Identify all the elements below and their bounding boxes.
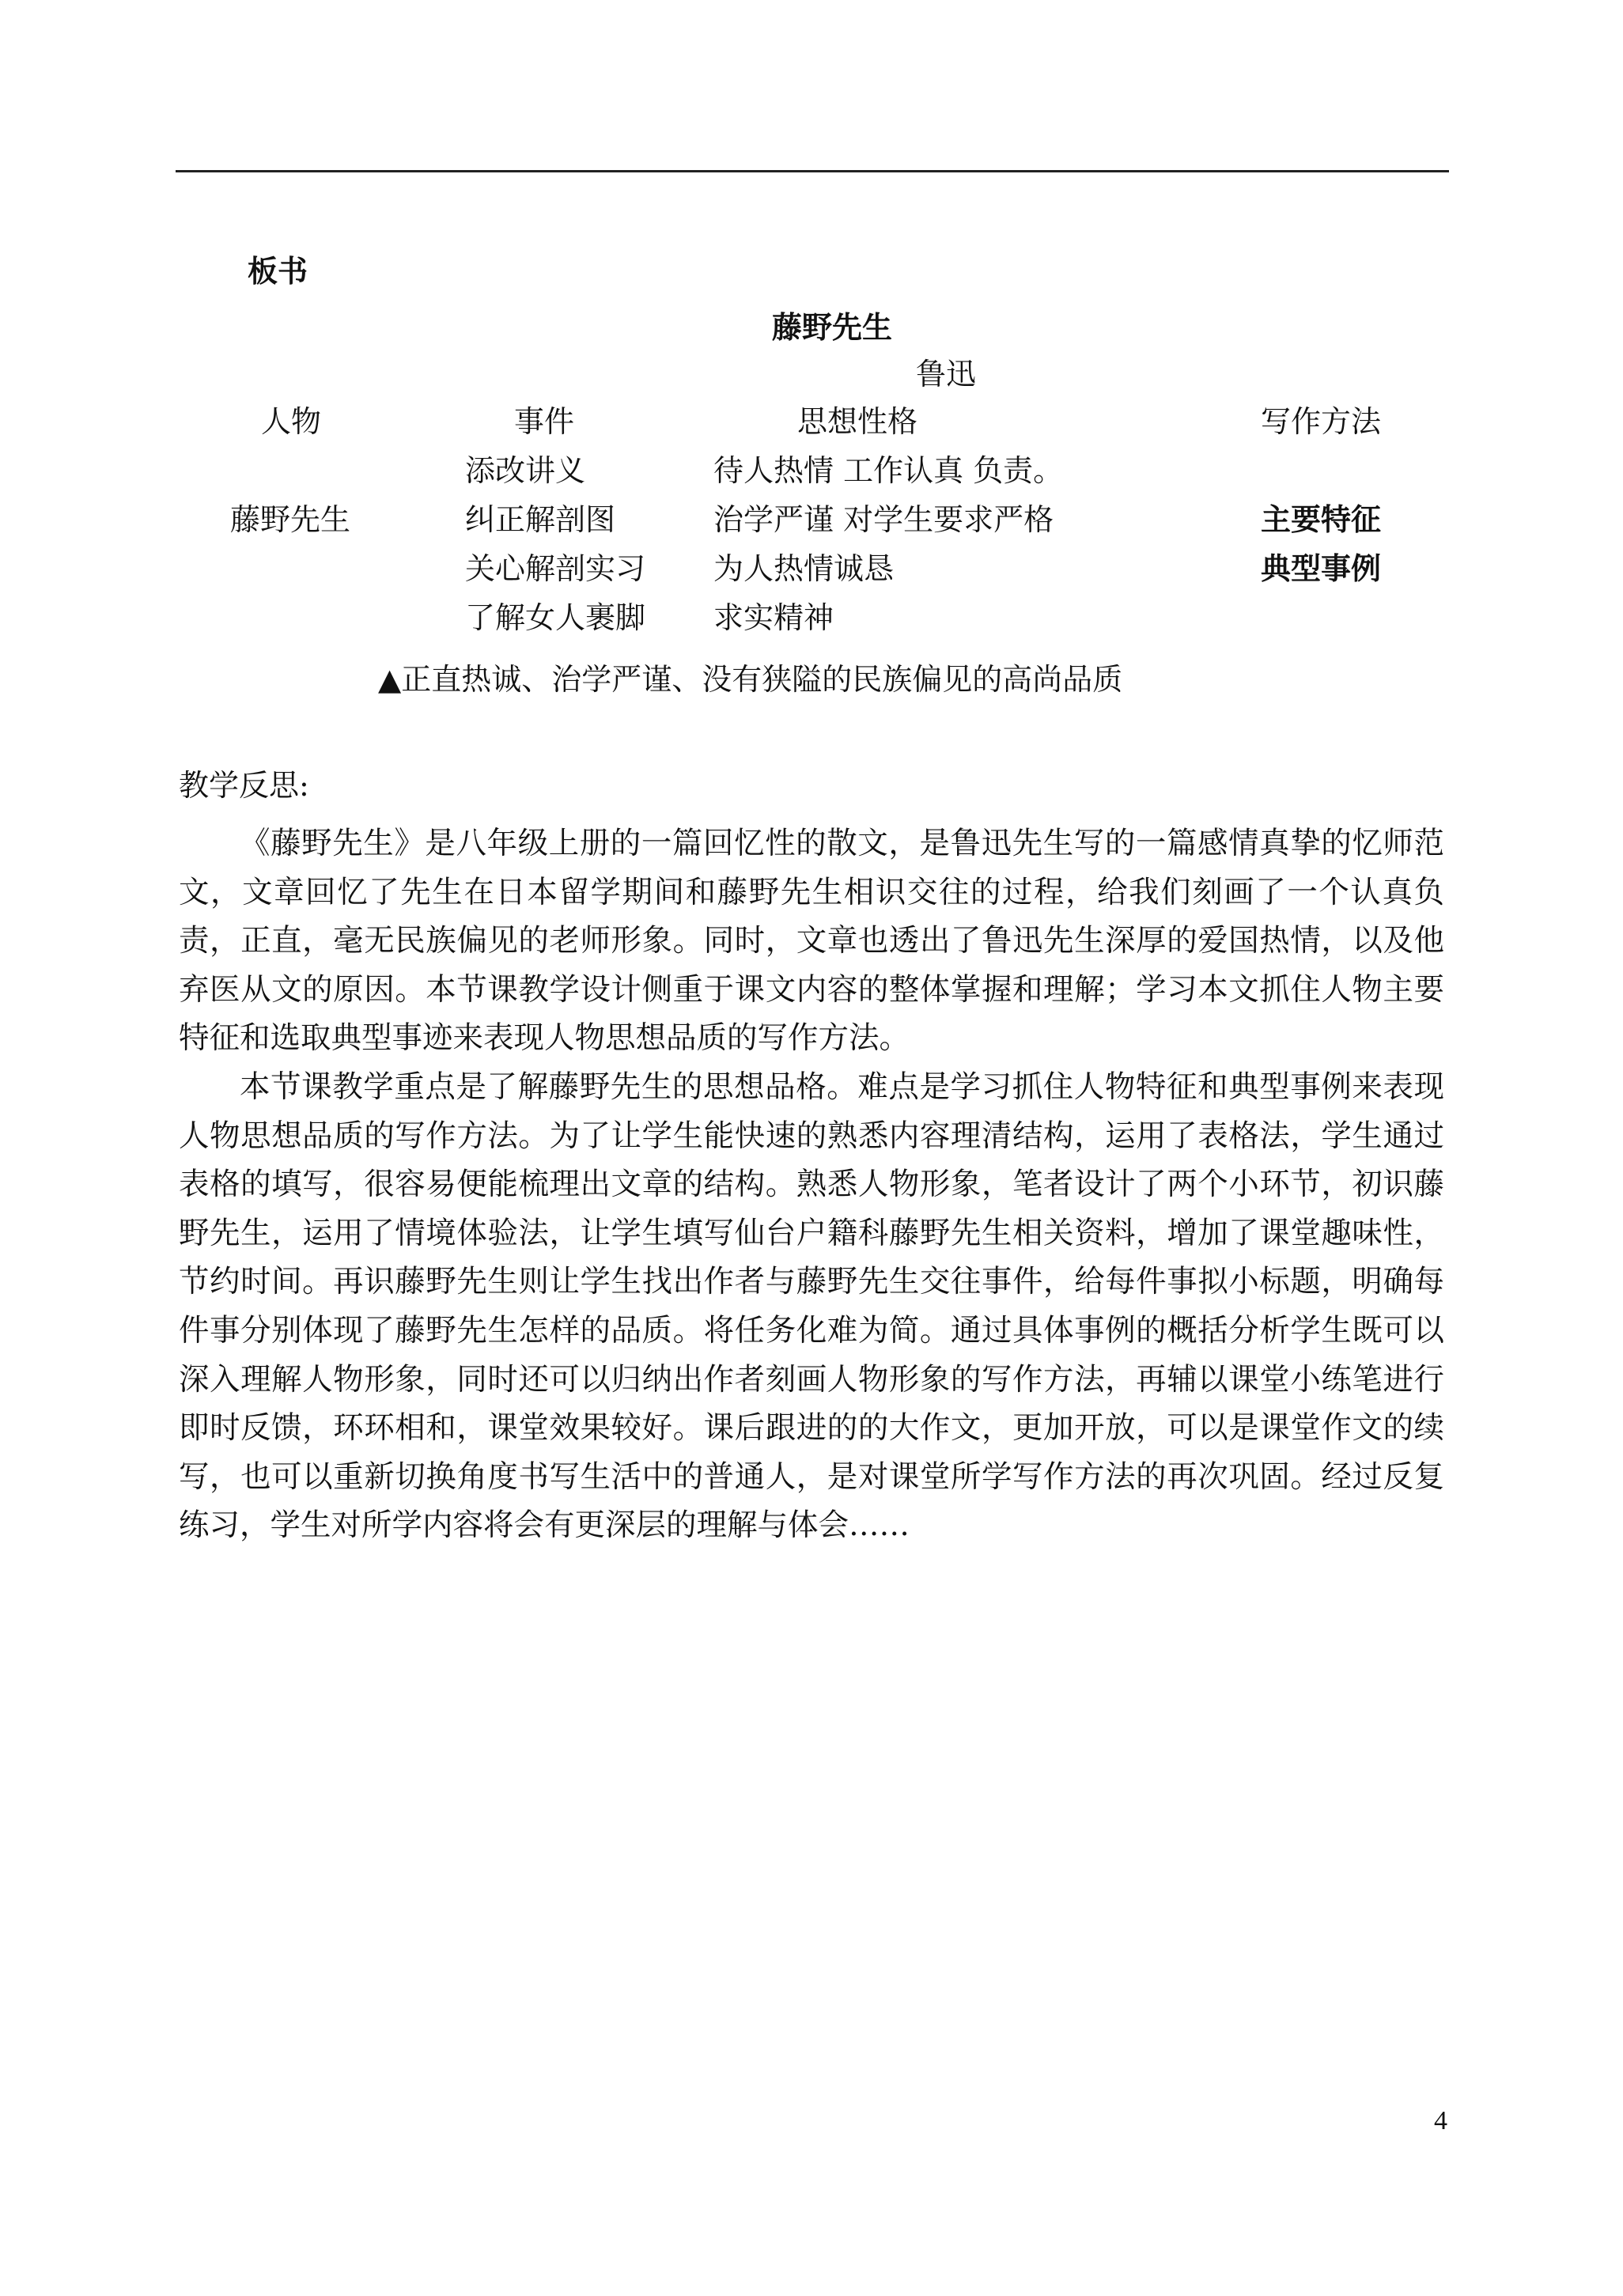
trait-cell: 为人热情诚恳 (713, 551, 895, 586)
header-events: 事件 (514, 404, 575, 439)
reflection-paragraph-2: 本节课教学重点是了解藤野先生的思想品格。难点是学习抓住人物特征和典型事例来表现人物思想品质的写作方法。为了让学生能快速的熟悉内容理清结构，运用了表格法，学生通过表格的填写，很容易便能梳理出文章的结构。熟悉人物形象，笔者设计了两个小环节，初识藤野先生，运用了情境体验法，让学生填写仙台户籍科藤野先生相关资料，增加了课堂趣味性，节约时间。再识藤野先生则让学生找出作者与藤野先生交往事件，给每件事拟小标题，明确每件事分别体现了藤野先生怎样的品质。将任务化难为简。通过具体事例的概括分析学生既可以深入理解人物形象，同时还可以归纳出作者刻画人物形象的写作方法，再辅以课堂小练笔进行即时反馈，环环相和，课堂效果较好。课后跟进的的大作文，更加开放，可以是课堂作文的续写，也可以重新切换角度书写生活中的普通人，是对课堂所学写作方法的再次巩固。经过反复练习，学生对所学内容将会有更深层的理解与体会…… (179, 1069, 1444, 1544)
header-rule (176, 170, 1449, 172)
header-person: 人物 (261, 404, 322, 439)
board-summary: ▲正直热诚、治学严谨、没有狭隘的民族偏见的高尚品质 (378, 662, 1123, 697)
header-method: 写作方法 (1261, 404, 1382, 439)
event-cell: 关心解剖实习 (465, 551, 646, 586)
trait-cell: 治学严谨 对学生要求严格 (713, 502, 1054, 537)
method-main-feature: 主要特征 (1261, 501, 1382, 537)
trait-cell: 待人热情 工作认真 负责。 (713, 453, 1064, 488)
trait-cell: 求实精神 (713, 600, 834, 635)
method-typical-example: 典型事例 (1261, 550, 1382, 586)
event-cell: 添改讲义 (465, 453, 586, 488)
reflection-heading: 教学反思: (179, 768, 309, 803)
page-number: 4 (1434, 2106, 1447, 2135)
event-cell: 纠正解剖图 (465, 502, 616, 537)
board-author: 鲁迅 (916, 357, 977, 391)
header-character: 思想性格 (797, 404, 918, 439)
reflection-paragraph-1: 《藤野先生》是八年级上册的一篇回忆性的散文，是鲁迅先生写的一篇感情真挚的忆师范文，文章回忆了先生在日本留学期间和藤野先生相识交往的过程，给我们刻画了一个认真负责，正直，毫无民族偏见的老师形象。同时，文章也透出了鲁迅先生深厚的爱国热情，以及他弃医从文的原因。本节课教学设计侧重于课文内容的整体掌握和理解；学习本文抓住人物主要特征和选取典型事迹来表现人物思想品质的写作方法。 (179, 826, 1444, 1057)
board-person: 藤野先生 (230, 502, 351, 537)
section-label: 板书 (248, 253, 308, 289)
event-cell: 了解女人裹脚 (465, 600, 646, 635)
board-title: 藤野先生 (771, 309, 892, 345)
